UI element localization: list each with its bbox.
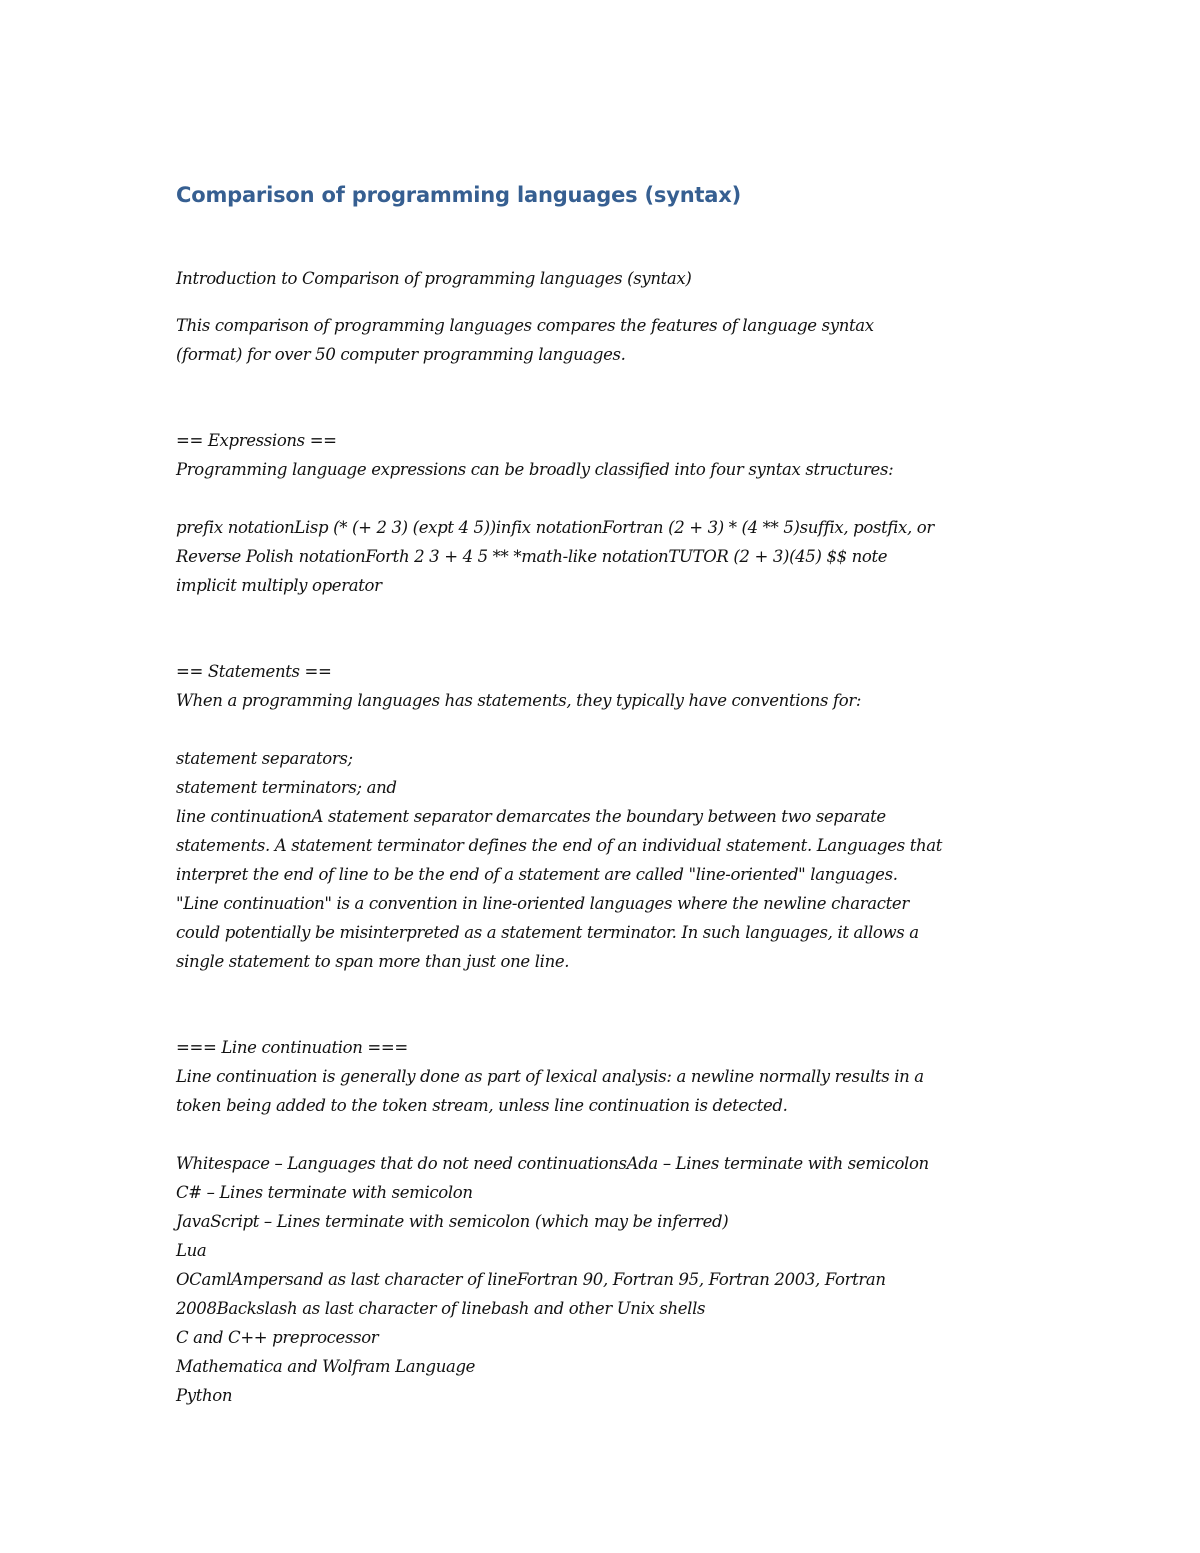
intro-heading: Introduction to Comparison of programming languages (syntax) (176, 269, 692, 288)
statements-line: could potentially be misinterpreted as a statement terminator. In such languages, it allows a (176, 923, 919, 942)
line-continuation-line: JavaScript – Lines terminate with semicolon (which may be inferred) (176, 1212, 729, 1231)
expressions-line: Reverse Polish notationForth 2 3 + 4 5 ** *math-like notationTUTOR (2 + 3)(45) $$ note (176, 547, 888, 566)
line-continuation-line: Lua (176, 1241, 207, 1260)
expressions-section (176, 426, 1036, 600)
line-continuation-line: Python (176, 1386, 233, 1405)
intro-line: This comparison of programming languages compares the features of language syntax (176, 316, 874, 335)
line-continuation-lead: token being added to the token stream, unless line continuation is detected. (176, 1096, 788, 1115)
line-continuation-line: 2008Backslash as last character of linebash and other Unix shells (176, 1299, 706, 1318)
line-continuation-lead: Line continuation is generally done as part of lexical analysis: a newline normally results in a (176, 1067, 924, 1086)
statements-line: "Line continuation" is a convention in line-oriented languages where the newline character (176, 894, 909, 913)
line-continuation-line: Mathematica and Wolfram Language (176, 1357, 476, 1376)
intro-section (176, 264, 1036, 369)
expressions-line: prefix notationLisp (* (+ 2 3) (expt 4 5))infix notationFortran (2 + 3) * (4 ** 5)suffix, postfix, or (176, 518, 934, 537)
statements-section (176, 657, 1036, 976)
statements-line: statement terminators; and (176, 778, 397, 797)
line-continuation-line: OCamlAmpersand as last character of lineFortran 90, Fortran 95, Fortran 2003, Fortran (176, 1270, 886, 1289)
statements-line: statement separators; (176, 749, 353, 768)
line-continuation-section (176, 1033, 1036, 1410)
statements-line: line continuationA statement separator demarcates the boundary between two separate (176, 807, 886, 826)
statements-heading: == Statements == (176, 662, 332, 681)
intro-line: (format) for over 50 computer programming languages. (176, 345, 626, 364)
statements-line: interpret the end of line to be the end of a statement are called "line-oriented" languages. (176, 865, 898, 884)
statements-line: single statement to span more than just one line. (176, 952, 570, 971)
document-body (176, 178, 1036, 1410)
line-continuation-heading: === Line continuation === (176, 1038, 408, 1057)
line-continuation-line: Whitespace – Languages that do not need continuationsAda – Lines terminate with semicolon (176, 1154, 929, 1173)
statements-lead: When a programming languages has statements, they typically have conventions for: (176, 691, 862, 710)
statements-line: statements. A statement terminator defines the end of an individual statement. Languages that (176, 836, 943, 855)
expressions-heading: == Expressions == (176, 431, 337, 450)
line-continuation-line: C and C++ preprocessor (176, 1328, 379, 1347)
expressions-line: implicit multiply operator (176, 576, 382, 595)
document-title: Comparison of programming languages (syntax) (176, 183, 742, 207)
line-continuation-line: C# – Lines terminate with semicolon (176, 1183, 473, 1202)
expressions-lead: Programming language expressions can be broadly classified into four syntax structures: (176, 460, 894, 479)
